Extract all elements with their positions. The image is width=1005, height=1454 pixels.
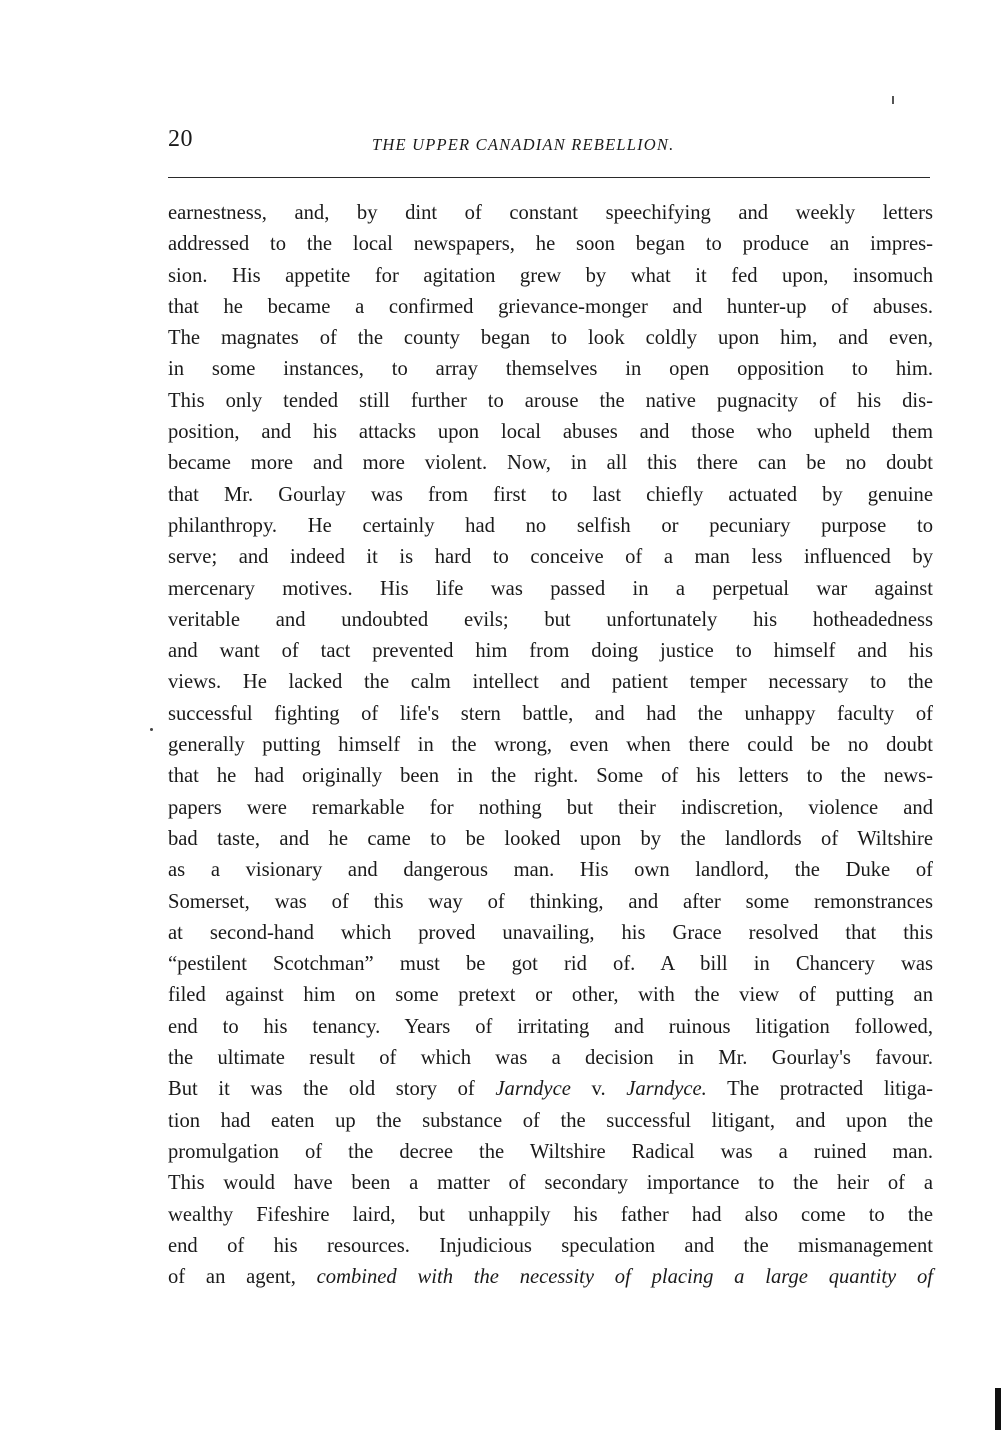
text-line: promulgation of the decree the Wiltshire Radical was a ruined man. [168,1140,933,1163]
text-line: end of his resources. Injudicious speculation and the mismanagement [168,1234,933,1257]
text-line: earnestness, and, by dint of constant speechifying and weekly letters [168,202,933,224]
line-part: But it was the old story of [168,1078,496,1101]
text-line: successful fighting of life's stern battle, and had the unhappy faculty of [168,702,933,725]
text-line: addressed to the local newspapers, he soon began to produce an impres- [168,233,933,256]
text-line: filed against him on some pretext or other, with the view of putting an [168,984,933,1007]
text-line: that Mr. Gourlay was from first to last chiefly actuated by genuine [168,483,933,506]
header-rule [168,177,930,178]
italic-continuation: combined with the necessity of placing a large quantity of [316,1266,933,1289]
italic-case-name: Jarndyce [495,1078,571,1101]
italic-case-name: Jarndyce. [626,1078,707,1101]
text-line: position, and his attacks upon local abuses and those who upheld them [168,421,933,444]
text-line: serve; and indeed it is hard to conceive of a man less influenced by [168,546,933,569]
text-line: views. He lacked the calm intellect and patient temper necessary to the [168,671,933,694]
text-line: mercenary motives. His life was passed in a perpetual war against [168,577,933,600]
text-line: tion had eaten up the substance of the successful litigant, and upon the [168,1109,933,1132]
body-text [168,198,933,1293]
text-line: end to his tenancy. Years of irritating and ruinous litigation followed, [168,1015,933,1038]
margin-dot [150,728,153,731]
text-line: that he became a confirmed grievance-monger and hunter-up of abuses. [168,295,933,318]
text-line: and want of tact prevented him from doing justice to himself and his [168,640,933,663]
text-line: became more and more violent. Now, in all this there can be no doubt [168,452,933,475]
page-header [168,122,930,162]
text-line: Somerset, was of this way of thinking, and after some remonstrances [168,890,933,913]
text-line: as a visionary and dangerous man. His own landlord, the Duke of [168,859,933,882]
text-line-last [168,1262,933,1293]
line-part: The protracted litiga- [706,1078,934,1101]
scan-edge-mark [995,1388,1001,1430]
text-line: in some instances, to array themselves in open opposition to him. [168,358,933,381]
text-line: This would have been a matter of secondary importance to the heir of a [168,1172,933,1195]
text-line: generally putting himself in the wrong, even when there could be no doubt [168,734,933,757]
text-line: sion. His appetite for agitation grew by what it fed upon, insomuch [168,264,933,287]
text-line: The magnates of the county began to look coldly upon him, and even, [168,327,933,350]
text-line: This only tended still further to arouse the native pugnacity of his dis- [168,389,933,412]
scan-speck [892,96,894,104]
text-line: at second-hand which proved unavailing, his Grace resolved that this [168,921,933,944]
line-part: of an agent, [168,1266,317,1289]
text-line-with-italics [168,1074,933,1105]
text-line: philanthropy. He certainly had no selfish or pecuniary purpose to [168,514,933,537]
line-part: v. [570,1078,627,1101]
text-line: bad taste, and he came to be looked upon by the landlords of Wiltshire [168,827,933,850]
text-line: “pestilent Scotchman” must be got rid of. A bill in Chancery was [168,953,933,976]
text-line: veritable and undoubted evils; but unfortunately his hotheadedness [168,608,933,631]
text-line: the ultimate result of which was a decision in Mr. Gourlay's favour. [168,1047,933,1070]
running-head: THE UPPER CANADIAN REBELLION. [372,135,675,154]
text-line: papers were remarkable for nothing but their indiscretion, violence and [168,796,933,819]
text-line: that he had originally been in the right. Some of his letters to the news- [168,765,933,788]
page-number: 20 [168,126,193,152]
text-line: wealthy Fifeshire laird, but unhappily his father had also come to the [168,1203,933,1226]
